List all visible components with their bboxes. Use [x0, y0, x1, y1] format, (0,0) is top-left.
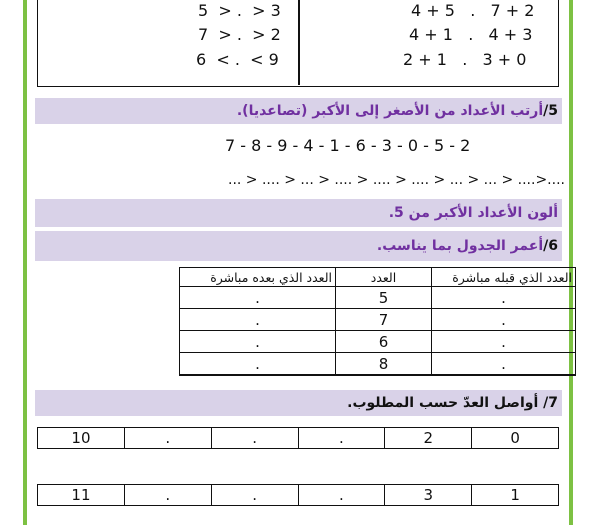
strip1-cell: 10	[71, 429, 91, 447]
comparison-right-3: 2 + 1 . 3 + 0	[403, 50, 527, 69]
table-row	[180, 287, 576, 309]
strip2-cell: 3	[384, 485, 471, 505]
comparison-left-1: 5 > . > 3	[198, 1, 281, 20]
strip1-cell[interactable]: .	[124, 428, 211, 448]
cell-after-1[interactable]: .	[180, 287, 336, 309]
strip2-cell: 11	[71, 486, 91, 504]
table-row	[180, 353, 576, 376]
exercise6-title-text: أعمر الجدول بما يناسب.	[376, 238, 544, 254]
comparison-right-2: 4 + 1 . 4 + 3	[409, 25, 533, 44]
strip2-cell: 1	[471, 485, 558, 505]
color-task-title-text: ألون الأعداد الأكبر من 5.	[388, 205, 558, 221]
cell-after-4[interactable]: .	[180, 353, 336, 376]
cell-number-1: 5	[336, 287, 432, 309]
comparison-left-3: 6 < . < 9	[196, 50, 279, 69]
header-number: العدد	[336, 268, 432, 287]
cell-before-1[interactable]: .	[432, 287, 576, 309]
counting-strip-2	[37, 484, 559, 506]
header-before: العدد الذي قبله مباشرة	[432, 268, 576, 287]
strip1-cell[interactable]: .	[298, 428, 385, 448]
exercise5-band	[35, 98, 562, 124]
cell-before-2[interactable]: .	[432, 309, 576, 331]
comparison-left-2: 7 > . > 2	[198, 25, 281, 44]
comparison-divider	[298, 0, 300, 85]
cell-number-2: 7	[336, 309, 432, 331]
strip2-cell[interactable]: .	[211, 485, 298, 505]
header-after: العدد الذي بعده مباشرة	[180, 268, 336, 287]
cell-after-2[interactable]: .	[180, 309, 336, 331]
table-row	[180, 331, 576, 353]
exercise7-band	[35, 390, 562, 416]
cell-after-3[interactable]: .	[180, 331, 336, 353]
exercise7-title	[347, 395, 558, 411]
counting-strip-1	[37, 427, 559, 449]
page-border-right	[569, 0, 573, 525]
exercise7-title-text: أواصل العدّ حسب المطلوب.	[347, 395, 539, 411]
exercise6-band	[35, 231, 562, 261]
table-row	[180, 309, 576, 331]
comparison-box	[37, 0, 559, 87]
color-task-band	[35, 199, 562, 227]
color-task-title	[389, 205, 558, 221]
exercise5-title-text: أرتب الأعداد من الأصغر إلى الأكبر (تصاعديا).	[236, 103, 544, 119]
cell-number-3: 6	[336, 331, 432, 353]
exercise6-title	[377, 238, 558, 254]
cell-before-4[interactable]: .	[432, 353, 576, 376]
table-header-row	[180, 268, 576, 287]
strip2-cell[interactable]: .	[124, 485, 211, 505]
exercise5-title	[237, 103, 558, 119]
strip1-cell[interactable]: .	[211, 428, 298, 448]
strip1-cell: 2	[384, 428, 471, 448]
exercise5-numbers: 7 - 8 - 9 - 4 - 1 - 6 - 3 - 0 - 5 - 2	[225, 136, 471, 155]
comparison-right-1: 4 + 5 . 7 + 2	[411, 1, 535, 20]
page-border-left	[23, 0, 27, 525]
exercise5-blanks: ... > .... > ... > .... > .... > .... > ... > ... > ....>....	[228, 172, 565, 188]
strip1-cell: 0	[471, 428, 558, 448]
exercise6-number: 6/	[543, 238, 558, 254]
strip2-cell[interactable]: .	[298, 485, 385, 505]
exercise7-number: 7/	[543, 395, 558, 411]
exercise5-number: 5/	[543, 103, 558, 119]
cell-number-4: 8	[336, 353, 432, 376]
exercise6-table	[179, 267, 576, 376]
cell-before-3[interactable]: .	[432, 331, 576, 353]
